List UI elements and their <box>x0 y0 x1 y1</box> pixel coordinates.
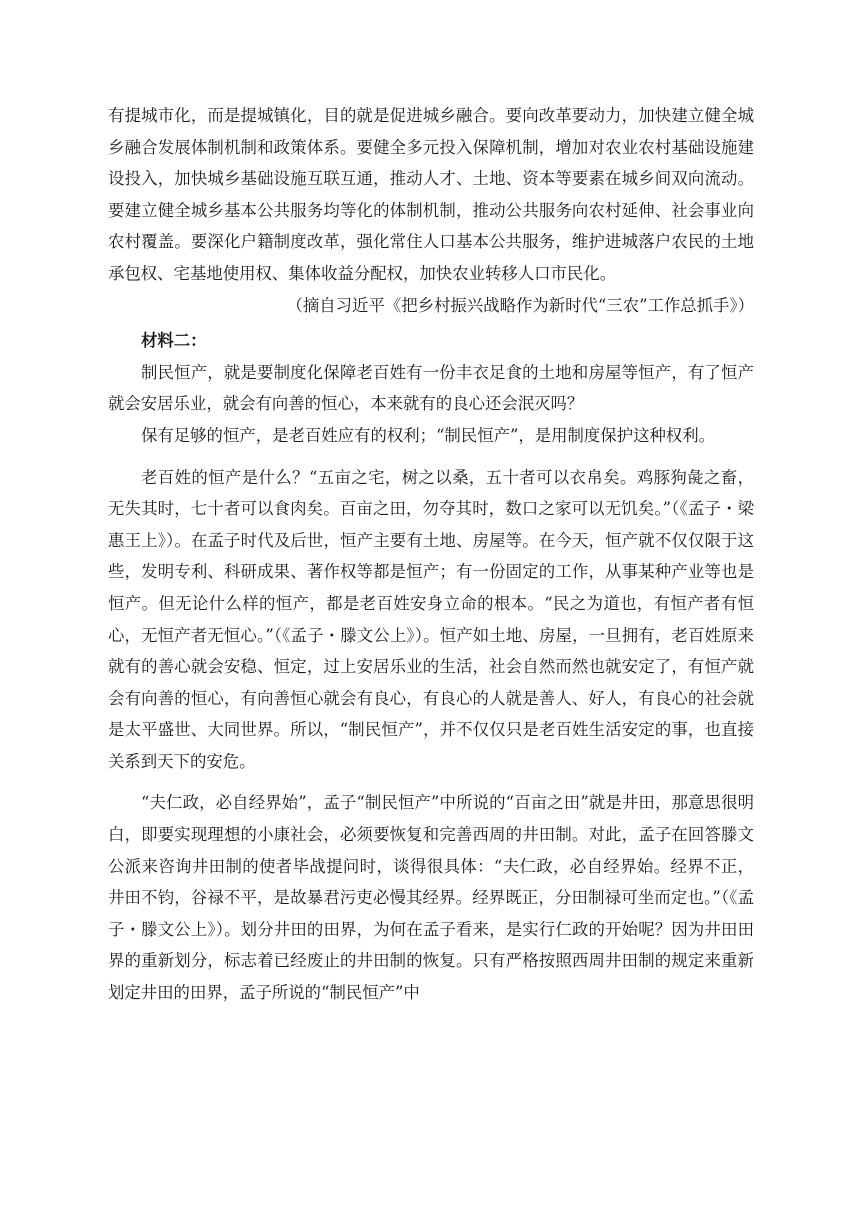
paragraph-2: 制民恒产，就是要制度化保障老百姓有一份丰衣足食的土地和房屋等恒产，有了恒产就会安居乐业，就会有向善的恒心，本来就有的良心还会泯灭吗？ <box>108 362 754 414</box>
paragraph-5: “夫仁政，必自经界始”，孟子“制民恒产”中所说的“百亩之田”就是井田，那意思很明白，即要实现理想的小康社会，必须要恢复和完善西周的井田制。对此，孟子在回答滕文公派来咨询井田制的使者毕战提问时，谈得很具体：“夫仁政，必自经界始。经界不正，井田不钧，谷禄不平，是故暴君污吏必慢其经界。经界既正，分田制禄可坐而定也。”（《孟子・滕文公上》）。划分井田的田界，为何在孟子看来，是实行仁政的开始呢？因为井田田界的重新划分，标志着已经废止的井田制的恢复。只有严格按照西周井田制的规定来重新划定井田的田界，孟子所说的“制民恒产”中 <box>108 793 754 1003</box>
document-body <box>108 100 754 1009</box>
paragraph-4: 老百姓的恒产是什么？“五亩之宅，树之以桑，五十者可以衣帛矣。鸡豚狗彘之畜，无失其时，七十者可以食肉矣。百亩之田，勿夺其时，数口之家可以无饥矣。”（《孟子・梁惠王上》）。在孟子时代及后世，恒产主要有土地、房屋等。在今天，恒产就不仅仅限于这些，发明专利、科研成果、著作权等都是恒产；有一份固定的工作，从事某种产业等也是恒产。但无论什么样的恒产，都是老百姓安身立命的根本。“民之为道也，有恒产者有恒心，无恒产者无恒心。”（《孟子・滕文公上》）。恒产如土地、房屋，一旦拥有，老百姓原来就有的善心就会安稳、恒定，过上安居乐业的生活，社会自然而然也就安定了，有恒产就会有向善的恒心，有向善恒心就会有良心，有良心的人就是善人、好人，有良心的社会就是太平盛世、大同世界。所以，“制民恒产”，并不仅仅只是老百姓生活安定的事，也直接关系到天下的安危。 <box>108 467 754 771</box>
section-heading-material-2: 材料二： <box>141 331 207 351</box>
paragraph-3: 保有足够的恒产，是老百姓应有的权利；“制民恒产”，是用制度保护这种权利。 <box>141 425 716 445</box>
paragraph-1: 有提城市化，而是提城镇化，目的就是促进城乡融合。要向改革要动力，加快建立健全城乡融合发展体制机制和政策体系。要健全多元投入保障机制，增加对农业农村基础设施建设投入，加快城乡基础设施互联互通，推动人才、土地、资本等要素在城乡间双向流动。要建立健全城乡基本公共服务均等化的体制机制，推动公共服务向农村延伸、社会事业向农村覆盖。要深化户籍制度改革，强化常住人口基本公共服务，维护进城落户农民的土地承包权、宅基地使用权、集体收益分配权，加快农业转移人口市民化。 <box>108 106 754 283</box>
source-citation: （摘自习近平《把乡村振兴战略作为新时代“三农”工作总抓手》） <box>286 295 754 315</box>
